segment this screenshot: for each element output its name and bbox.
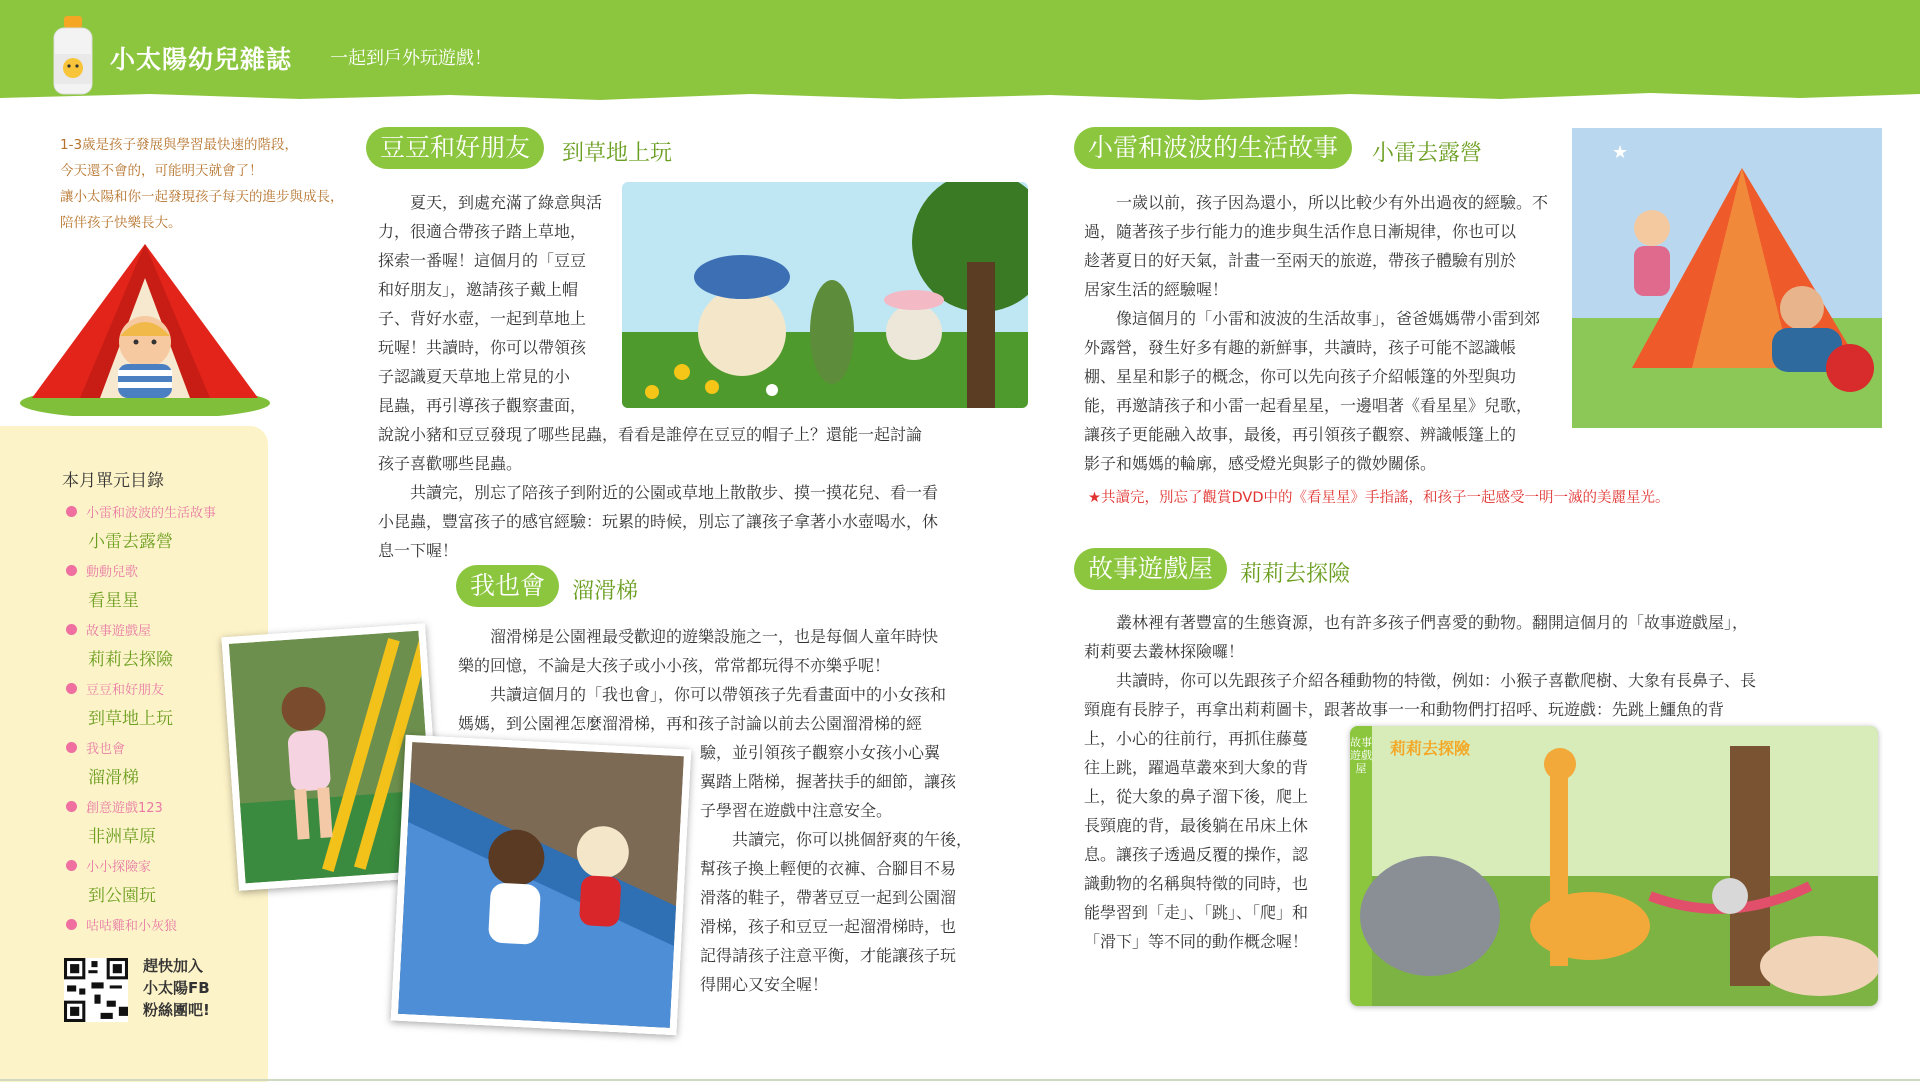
text-line: 共讀時，你可以先跟孩子介紹各種動物的特徵，例如：小猴子喜歡爬樹、大象有長鼻子、長 — [1116, 671, 1757, 690]
text-line: 莉莉要去叢林探險囉！ — [1084, 642, 1245, 661]
text-line: 子學習在遊戲中注意安全。 — [700, 801, 893, 820]
text-line: 外露營，發生好多有趣的新鮮事，共讀時，孩子可能不認識帳 — [1084, 338, 1517, 357]
text-line: 共讀完，別忘了陪孩子到附近的公園或草地上散散步、摸一摸花兒、看一看 — [410, 483, 939, 502]
text-line: 幫孩子換上輕便的衣褲、合腳目不易 — [700, 859, 957, 878]
page-bottom-line — [0, 1079, 1920, 1081]
doudou-text-narrow — [378, 188, 618, 420]
magazine-title: 小太陽幼兒雜誌 — [110, 45, 293, 74]
text-line: 息一下喔！ — [378, 541, 459, 560]
camp-text — [1084, 188, 1564, 478]
toc-item-name: 溜滑梯 — [88, 768, 139, 788]
text-line: 滑梯，孩子和豆豆一起溜滑梯時，也 — [700, 917, 957, 936]
toc-item[interactable] — [64, 502, 264, 552]
toc-item-category: 故事遊戲屋 — [64, 620, 264, 639]
text-line: 媽媽，到公園裡怎麼溜滑梯，再和孩子討論以前去公園溜滑梯的經 — [458, 714, 923, 733]
text-line: 叢林裡有著豐富的生態資源，也有許多孩子們喜愛的動物。翻開這個月的「故事遊戲屋」， — [1116, 613, 1749, 632]
star-icon: ★ — [1612, 142, 1629, 163]
intro-line: 讓小太陽和你一起發現孩子每天的進步與成長， — [60, 189, 344, 205]
text-line: 滑落的鞋子，帶著豆豆一起到公園溜 — [700, 888, 957, 907]
text-line: 得開心又安全喔！ — [700, 975, 829, 994]
camping-illustration — [1572, 128, 1882, 428]
toc-item-name: 莉莉去探險 — [88, 650, 173, 670]
text-line: 昆蟲，再引導孩子觀察畫面， — [378, 396, 587, 415]
slide-text-narrow — [700, 738, 990, 999]
text-line: 記得請孩子注意平衡，才能讓孩子玩 — [700, 946, 957, 965]
text-line: 頸鹿有長脖子，再拿出莉莉圖卡，跟著故事一一和動物們打招呼、玩遊戲：先跳上鱷魚的背 — [1084, 700, 1725, 719]
text-line: 驗，並引領孩子觀察小女孩小心翼 — [700, 743, 941, 762]
section-subtitle-camp: 小雷去露營 — [1372, 141, 1483, 166]
story-text-wide — [1084, 608, 1884, 724]
toc-item[interactable] — [64, 915, 264, 934]
text-line: 子、背好水壺，一起到草地上 — [378, 309, 587, 328]
toc-item-category: 豆豆和好朋友 — [64, 679, 264, 698]
text-line: 往上跳，躍過草叢來到大象的背 — [1084, 758, 1309, 777]
toc-title: 本月單元目錄 — [62, 471, 164, 491]
fb-line: 小太陽FB — [143, 979, 210, 997]
text-line: 像這個月的「小雷和波波的生活故事」，爸爸媽媽帶小雷到郊 — [1116, 309, 1541, 328]
text-line: 上，從大象的鼻子溜下後，爬上 — [1084, 787, 1309, 806]
text-line: 息。讓孩子透過反覆的操作，認 — [1084, 845, 1309, 864]
tent-baby-illustration — [20, 238, 270, 416]
qr-code-icon[interactable] — [64, 958, 128, 1022]
toc-item-name: 非洲草原 — [88, 827, 156, 847]
section-title-story: 故事遊戲屋 — [1074, 548, 1227, 590]
girl-slide-photo — [391, 735, 692, 1036]
jungle-book-spread — [1350, 726, 1878, 1006]
text-line: 溜滑梯是公園裡最受歡迎的遊樂設施之一，也是每個人童年時快 — [490, 627, 939, 646]
intro-line: 陪伴孩子快樂長大。 — [60, 215, 182, 231]
toc-item-name: 到公園玩 — [88, 886, 156, 906]
fb-line: 粉絲團吧! — [143, 1001, 210, 1019]
text-line: 子認識夏天草地上常見的小 — [378, 367, 571, 386]
toc-item[interactable] — [64, 561, 264, 611]
text-line: 居家生活的經驗喔！ — [1084, 280, 1229, 299]
text-line: 和好朋友」，邀請孩子戴上帽 — [378, 280, 579, 299]
toc-item-category: 動動兒歌 — [64, 561, 264, 580]
magazine-subtitle: 一起到戶外玩遊戲！ — [330, 48, 492, 69]
text-line: 小昆蟲，豐富孩子的感官經驗：玩累的時候，別忘了讓孩子拿著小水壺喝水，休 — [378, 512, 939, 531]
camp-note: ★共讀完，別忘了觀賞DVD中的《看星星》手指謠，和孩子一起感受一明一滅的美麗星光。 — [1088, 490, 1670, 506]
toc-item-category: 小雷和波波的生活故事 — [64, 502, 264, 521]
text-line: 探索一番喔！這個月的「豆豆 — [378, 251, 587, 270]
toc-item-category: 創意遊戲123 — [64, 797, 264, 816]
jungle-illustration — [1350, 726, 1878, 1006]
toc-item-category: 小小探險家 — [64, 856, 264, 875]
story-text-narrow — [1084, 724, 1344, 956]
text-line: 長頸鹿的背，最後躺在吊床上休 — [1084, 816, 1309, 835]
fb-line: 趕快加入 — [143, 957, 204, 975]
text-line: 上，小心的往前行，再抓住藤蔓 — [1084, 729, 1309, 748]
section-title-camp: 小雷和波波的生活故事 — [1074, 127, 1352, 169]
fb-invite-text — [143, 955, 210, 1021]
book-title: 莉莉去探險 — [1390, 739, 1471, 758]
text-line: 能，再邀請孩子和小雷一起看星星，一邊唱著《看星星》兒歌， — [1084, 396, 1533, 415]
intro-line: 今天還不會的，可能明天就會了！ — [60, 163, 263, 179]
rabbit-frog-photo — [622, 182, 1028, 408]
book-side-label: 故事遊戲屋 — [1350, 736, 1372, 775]
section-subtitle-story: 莉莉去探險 — [1240, 562, 1351, 587]
text-line: 樂的回憶，不論是大孩子或小小孩，常常都玩得不亦樂乎呢！ — [458, 656, 891, 675]
text-line: 識動物的名稱與特徵的同時，也 — [1084, 874, 1309, 893]
doudou-text-wide — [378, 420, 990, 565]
text-line: 力，很適合帶孩子踏上草地， — [378, 222, 587, 241]
toc-item-category: 咕咕雞和小灰狼 — [64, 915, 264, 934]
text-line: 能學習到「走」、「跳」、「爬」和 — [1084, 903, 1309, 922]
toc-item-name: 小雷去露營 — [88, 532, 173, 552]
slide-text-wide — [458, 622, 988, 738]
bottle-mascot-icon — [42, 14, 104, 98]
toc-item-name: 看星星 — [88, 591, 139, 611]
text-line: 讓孩子更能融入故事，最後，再引領孩子觀察、辨識帳篷上的 — [1084, 425, 1517, 444]
text-line: 玩喔！共讀時，你可以帶領孩 — [378, 338, 587, 357]
section-title-doudou: 豆豆和好朋友 — [366, 127, 544, 169]
text-line: 「滑下」等不同的動作概念喔！ — [1084, 932, 1309, 951]
text-line: 趁著夏日的好天氣，計畫一至兩天的旅遊，帶孩子體驗有別於 — [1084, 251, 1517, 270]
text-line: 翼踏上階梯，握著扶手的細節，讓孩 — [700, 772, 957, 791]
text-line: 過，隨著孩子步行能力的進步與生活作息日漸規律，你也可以 — [1084, 222, 1517, 241]
toc-item-category: 我也會 — [64, 738, 264, 757]
section-subtitle-doudou: 到草地上玩 — [562, 141, 673, 166]
text-line: 影子和媽媽的輪廓，感受燈光與影子的微妙關係。 — [1084, 454, 1437, 473]
text-line: 一歲以前，孩子因為還小，所以比較少有外出過夜的經驗。不 — [1116, 193, 1549, 212]
text-line: 棚、星星和影子的概念，你可以先向孩子介紹帳篷的外型與功 — [1084, 367, 1517, 386]
text-line: 共讀完，你可以挑個舒爽的午後， — [732, 830, 973, 849]
section-title-slide: 我也會 — [456, 565, 559, 607]
text-line: 說說小豬和豆豆發現了哪些昆蟲，看看是誰停在豆豆的帽子上？還能一起討論 — [378, 425, 923, 444]
text-line: 夏天，到處充滿了綠意與活 — [410, 193, 603, 212]
text-line: 孩子喜歡哪些昆蟲。 — [378, 454, 523, 473]
text-line: 共讀這個月的「我也會」，你可以帶領孩子先看畫面中的小女孩和 — [490, 685, 947, 704]
intro-text — [60, 132, 360, 236]
toc-item[interactable] — [64, 856, 264, 906]
toc-item-name: 到草地上玩 — [88, 709, 173, 729]
intro-line: 1-3歲是孩子發展與學習最快速的階段， — [60, 137, 299, 153]
section-subtitle-slide: 溜滑梯 — [572, 579, 639, 604]
header-torn-edge — [0, 86, 1920, 104]
